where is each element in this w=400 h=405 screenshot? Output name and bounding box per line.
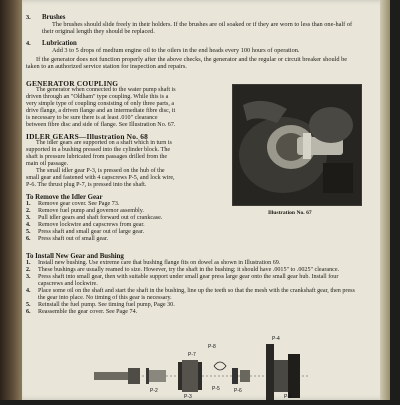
step-number: 3. <box>26 274 31 280</box>
step-item <box>26 260 356 267</box>
small-gear-part <box>178 360 202 392</box>
remove-steps <box>26 201 176 243</box>
label-p8: P-8 <box>208 344 216 350</box>
step-item <box>26 229 176 236</box>
install-section <box>26 248 356 316</box>
step-number: 1. <box>26 260 31 266</box>
shaft-part <box>94 368 140 384</box>
step-text: Place some oil on the shaft and start the shaft in the bushing, line up the teeth so that the mesh with the crankshaft gear, then press the gear into place. No timing of this gear is necessary. <box>38 288 355 301</box>
generator-note: If the generator does not function properly after the above checks, the generator and the regular or circuit breaker should be taken to an authorized service station for inspection and repairs. <box>26 56 348 71</box>
step-item <box>26 302 356 309</box>
item-number: 3. <box>26 14 31 21</box>
bushing-part <box>146 368 166 384</box>
label-p5: P-5 <box>212 386 220 392</box>
step-number: 3. <box>26 215 31 221</box>
step-text: These bushings are usually reamed to size. However, try the shaft in the bushing; it should have .0015" to .0025" clearance. <box>38 267 340 273</box>
book-binding <box>0 0 22 400</box>
step-text: Remove gear cover. See Page 73. <box>38 201 120 207</box>
section-heading: To Remove the Idler Gear <box>26 194 103 201</box>
item-lubrication <box>26 40 356 54</box>
step-item <box>26 222 176 229</box>
label-p7: P-7 <box>188 352 196 358</box>
item-text: The brushes should slide freely in their holders. If the brushes are oil soaked or if they are worn to less than one-half of their original length they should be replaced. <box>42 21 353 36</box>
label-p3: P-3 <box>184 394 192 400</box>
step-number: 5. <box>26 229 31 235</box>
top-section <box>26 14 356 70</box>
step-number: 6. <box>26 309 31 315</box>
section-text: The idler gears are supported on a shaft which in turn is supported in a bushing pressed into the cylinder block. The shaft is pressure lubricated from passages drilled from the main oil passage. <box>26 140 172 167</box>
step-number: 1. <box>26 201 31 207</box>
step-text: Remove lockwire and capscrews from gear. <box>38 222 145 228</box>
step-text: Press shaft out of small gear. <box>38 236 109 242</box>
item-brushes <box>26 14 356 36</box>
step-number: 6. <box>26 236 31 242</box>
idler-gear-diagram <box>88 330 318 400</box>
large-gear-part <box>266 344 300 400</box>
step-item <box>26 309 356 316</box>
step-text: Press shaft into small gear, then with suitable support under small gear press large gear onto the small gear hub. Install four capscrews and lockwire. <box>38 274 339 287</box>
step-number: 2. <box>26 267 31 273</box>
section-text: The generator when connected to the water pump shaft is driven through an "Oldham" type coupling. While this is a very simple type of coupling consisting of only three parts, a drive flange, a driven flange and an intermediate fibre disc, it is necessary to be sure there is at least .010" clearance between fibre disc and side of flange. See Illustration No. 67. <box>26 87 176 128</box>
step-text: Remove fuel pump and governor assembly. <box>38 208 144 214</box>
step-item <box>26 201 176 208</box>
install-steps <box>26 260 356 316</box>
label-p4: P-4 <box>272 336 280 342</box>
section-heading: IDLER GEARS—Illustration No. 68 <box>26 132 149 141</box>
step-item <box>26 288 356 302</box>
step-item <box>26 274 356 288</box>
label-p1: P-1 <box>284 394 292 400</box>
step-text: Install new bushing. Use extreme care that bushing flange fits on dowel as shown in Illustration 69. <box>38 260 281 266</box>
step-text: Reassemble the gear cover. See Page 74. <box>38 309 138 315</box>
item-number: 4. <box>26 39 31 47</box>
step-number: 5. <box>26 302 31 308</box>
step-number: 2. <box>26 208 31 214</box>
label-p6: P-6 <box>234 388 242 394</box>
section-heading: GENERATOR COUPLING <box>26 79 119 88</box>
step-item <box>26 236 176 243</box>
step-number: 4. <box>26 288 31 294</box>
photo-caption: Illustration No. 67 <box>268 210 312 216</box>
step-text: Pull idler gears and shaft forward out of crankcase. <box>38 215 163 221</box>
left-column <box>26 76 176 243</box>
generator-coupling-photo <box>233 85 361 205</box>
photo-illustration-67 <box>232 84 362 206</box>
item-text: Add 3 to 5 drops of medium engine oil to the oilers in the end heads every 100 hours of operation. <box>52 46 300 54</box>
step-text: Reinstall the fuel pump. See timing fuel pump, Page 30. <box>38 302 175 308</box>
step-text: Press shaft and small gear out of large gear. <box>38 229 144 235</box>
step-item <box>26 208 176 215</box>
section-text: The small idler gear P-3, is pressed on the hub of the small gear and fastened with 4 capscrews P-5, and lock wire, P-6. The thrust plug P-7, is pressed into the shaft. <box>26 168 175 188</box>
item-title: Lubrication <box>42 39 77 47</box>
capscrew-part <box>232 368 250 384</box>
section-heading: To Install New Gear and Bushing <box>26 253 124 260</box>
lock-wire-part <box>214 362 226 370</box>
page-edge <box>380 0 390 400</box>
item-title: Brushes <box>42 14 66 21</box>
step-number: 4. <box>26 222 31 228</box>
step-item <box>26 215 176 222</box>
step-item <box>26 267 356 274</box>
label-p2: P-2 <box>150 388 158 394</box>
